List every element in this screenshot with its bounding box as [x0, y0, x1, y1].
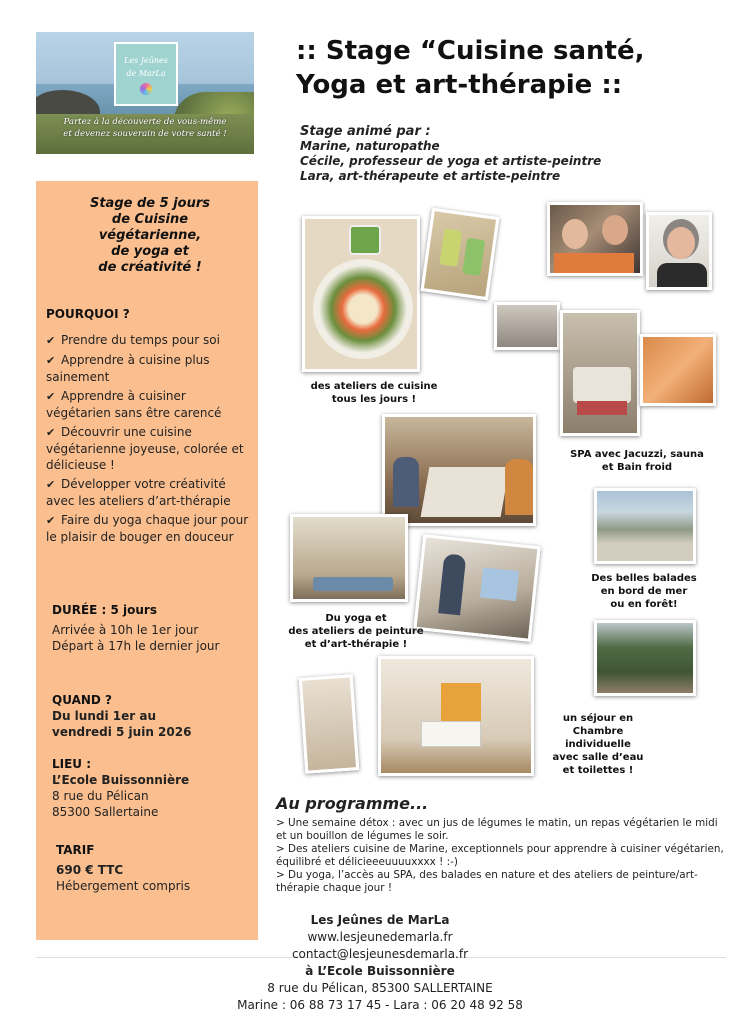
check-icon: ✔ [46, 334, 56, 347]
photo-seaside-walk [594, 488, 696, 564]
place-block: LIEU : L’Ecole Buissonnière 8 rue du Pélican 85300 Sallertaine [52, 757, 190, 819]
phone-numbers: Marine : 06 88 73 17 45 - Lara : 06 20 48 92 58 [237, 998, 523, 1012]
led-by-heading: Stage animé par : [300, 124, 431, 139]
logo [114, 42, 178, 106]
caption-room: un séjour en Chambre individuelle avec salle d’eau et toilettes ! [552, 713, 644, 776]
duration-block: DURÉE : 5 jours Arrivée à 10h le 1er jour Départ à 17h le dernier jour [52, 603, 220, 653]
photo-lara-portrait [646, 212, 712, 290]
why-section [46, 306, 250, 548]
caption-yoga: Du yoga et des ateliers de peinture et d’art-thérapie ! [288, 613, 424, 650]
flower-icon [140, 83, 152, 95]
when-block: QUAND ? Du lundi 1er au vendredi 5 juin 2026 [52, 693, 192, 739]
program-item: > Une semaine détox : avec un jus de légumes le matin, un repas végétarien le midi et un bouillon de légumes le soir. [276, 817, 718, 842]
led-by-block [300, 124, 740, 184]
email-link[interactable]: contact@lesjeunesdemarla.fr [291, 947, 469, 961]
check-icon: ✔ [46, 478, 56, 491]
website-link[interactable]: www.lesjeunedemarla.fr [307, 930, 453, 944]
caption-walks: Des belles balades en bord de mer ou en forêt! [591, 573, 697, 610]
photo-bathroom [299, 674, 360, 774]
photo-sauna-interior [640, 334, 716, 406]
photo-bedroom [378, 656, 534, 776]
check-icon: ✔ [46, 390, 56, 403]
list-item: ✔ Développer votre créativité avec les ateliers d’art-thérapie [46, 477, 231, 508]
photo-sauna-room [494, 302, 560, 350]
contact-name: Les Jeûnes de MarLa [310, 913, 450, 927]
photo-vegetable-plate [302, 216, 420, 372]
program-item: > Du yoga, l’accès au SPA, des balades en nature et des ateliers de peinture/art-thérapie chaque jour ! [276, 869, 698, 894]
program-item: > Des ateliers cuisine de Marine, exceptionnels pour apprendre à cuisiner végétarien, équilibré et délicieeeuuuuxxxx ! :-) [276, 843, 724, 868]
check-icon: ✔ [46, 426, 56, 439]
list-item: ✔ Apprendre à cuisine plus sainement [46, 353, 210, 384]
photo-group-meal [382, 414, 536, 526]
program-section [276, 794, 726, 895]
list-item: ✔ Faire du yoga chaque jour pour le plaisir de bouger en douceur [46, 513, 249, 544]
contact-block [180, 912, 580, 1014]
led-by-person: Cécile, professeur de yoga et artiste-peintre [300, 154, 602, 168]
photo-yoga-room [290, 514, 408, 602]
photo-cooking-jars [420, 208, 499, 301]
venue-name: à L’Ecole Buissonnière [305, 964, 455, 978]
caption-cooking: des ateliers de cuisine tous les jours ! [310, 381, 438, 405]
check-icon: ✔ [46, 354, 56, 367]
logo-line2: de MarLa [126, 69, 166, 78]
logo-line1: Les Jeûnes [124, 56, 168, 65]
photo-jacuzzi [560, 310, 640, 436]
photo-forest-walk [594, 620, 696, 696]
list-item: ✔ Prendre du temps pour soi [46, 333, 220, 347]
photo-team-selfie [547, 202, 643, 276]
why-title: POURQUOI ? [46, 307, 130, 321]
venue-address: 8 rue du Pélican, 85300 SALLERTAINE [267, 981, 493, 995]
led-by-person: Marine, naturopathe [300, 139, 440, 153]
header-banner-photo [36, 32, 254, 154]
list-item: ✔ Découvrir une cuisine végétarienne joyeuse, colorée et délicieuse ! [46, 425, 244, 472]
banner-tagline: Partez à la découverte de vous-même et devenez souverain de votre santé ! [63, 117, 227, 139]
info-sidebar [36, 181, 258, 940]
led-by-person: Lara, art-thérapeute et artiste-peintre [300, 169, 561, 183]
page-title: :: Stage “Cuisine santé, Yoga et art-thérapie :: [296, 36, 645, 100]
program-title: Au programme... [276, 794, 429, 813]
caption-spa: SPA avec Jacuzzi, sauna et Bain froid [570, 449, 704, 473]
price-block: TARIF 690 € TTC Hébergement compris [56, 843, 191, 893]
sidebar-headline: Stage de 5 jours de Cuisine végétarienne, de yoga et de créativité ! [89, 196, 210, 275]
list-item: ✔ Apprendre à cuisiner végétarien sans être carencé [46, 389, 222, 420]
check-icon: ✔ [46, 514, 56, 527]
